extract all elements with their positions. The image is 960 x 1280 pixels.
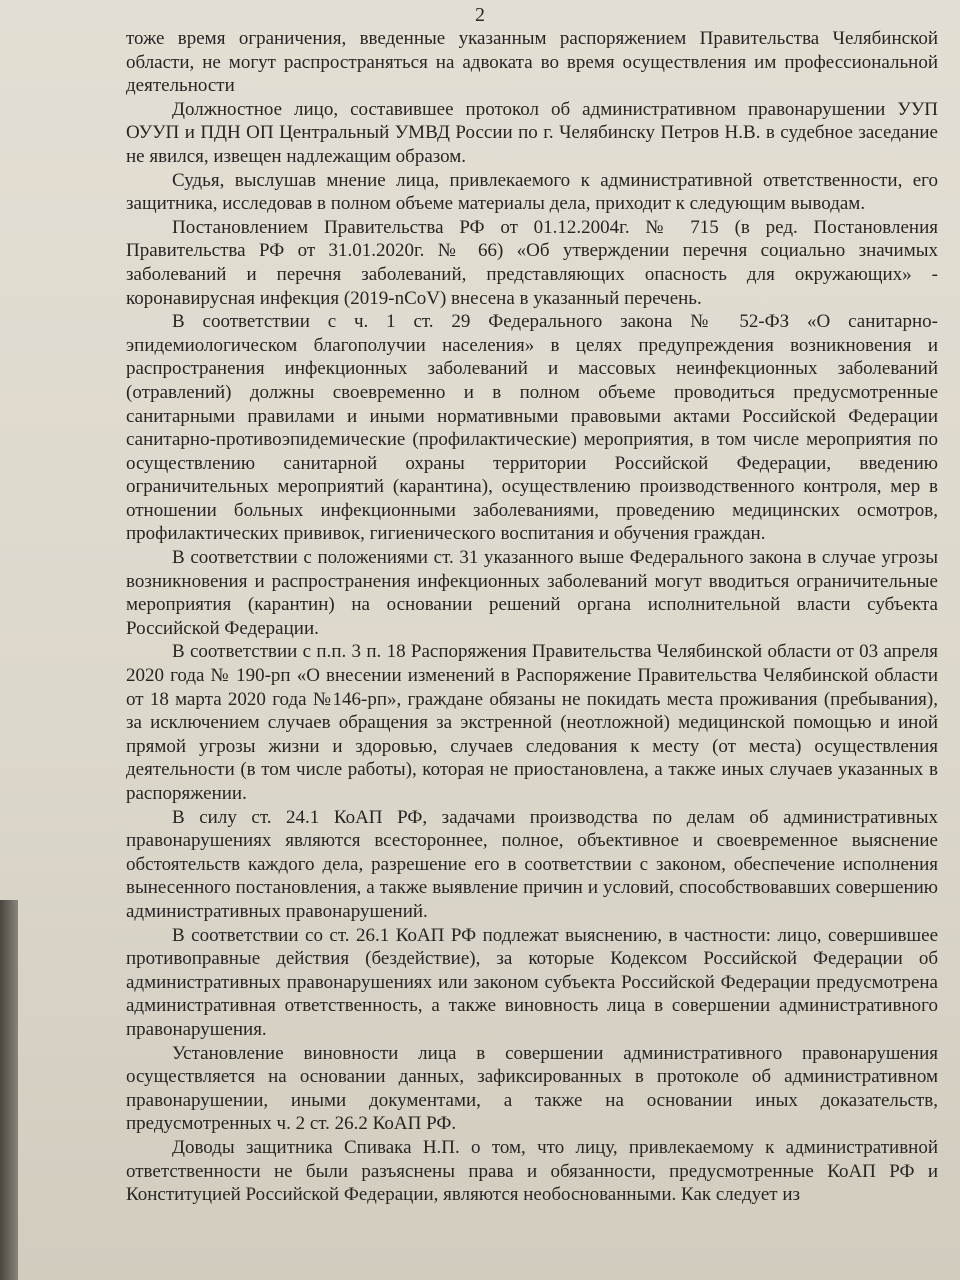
- paragraph-regional-order: В соответствии с п.п. 3 п. 18 Распоряжения Правительства Челябинской области от 03 апреля 2020 года № 190-рп «О внесении изменений в Распоряжение Правительства Челябинской области от 18 марта 2020 года №146-рп», граждане обязаны не покидать места проживания (пребывания), за исключением случаев обращения за экстренной (неотложной) медицинской помощью и иной прямой угрозы жизни и здоровью, случаев следования к месту (от места) осуществления деятельности (в том числе работы), которая не приостановлена, а также иных случаев указанных в распоряжении.: [126, 641, 938, 804]
- paragraph-continuation: тоже время ограничения, введенные указанным распоряжением Правительства Челябинской области, не могут распространяться на адвоката во время осуществления им профессиональной деятельности: [126, 28, 938, 97]
- paragraph-government-decree: Постановлением Правительства РФ от 01.12.2004г. № 715 (в ред. Постановления Правительства РФ от 31.01.2020г. № 66) «Об утверждении перечня социально значимых заболеваний и перечня заболеваний, представляющих опасность для окружающих» - коронавирусная инфекция (2019-nCoV) внесена в указанный перечень.: [126, 216, 938, 309]
- document-body: [126, 27, 938, 1207]
- paragraph-defender-arguments: Доводы защитника Спивака Н.П. о том, что лицу, привлекаемому к административной ответственности не были разъяснены права и обязанности, предусмотренные КоАП РФ и Конституцией Российской Федерации, являются необоснованными. Как следует из: [126, 1136, 938, 1206]
- page-edge-shadow: [0, 900, 18, 1280]
- paragraph-federal-law-31: В соответствии с положениями ст. 31 указанного выше Федерального закона в случае угрозы возникновения и распространения инфекционных заболеваний могут вводиться ограничительные мероприятия (карантин) на основании решений органа исполнительной власти субъекта Российской Федерации.: [126, 547, 938, 639]
- paragraph-koap-26-1: В соответствии со ст. 26.1 КоАП РФ подлежат выяснению, в частности: лицо, совершившее противоправные действия (бездействие), за которые Кодексом Российской Федерации об административных правонарушениях или законом субъекта Российской Федерации предусмотрена административная ответственность, а также виновность лица в совершении административного правонарушения.: [126, 924, 938, 1040]
- paragraph-guilt-establishment: Установление виновности лица в совершении административного правонарушения осуществляется на основании данных, зафиксированных в протоколе об административном правонарушении, иными документами, а также на основании иных доказательств, предусмотренных ч. 2 ст. 26.2 КоАП РФ.: [126, 1042, 938, 1135]
- page-number: 2: [475, 4, 485, 26]
- paragraph-official-absent: Должностное лицо, составившее протокол об административном правонарушении УУП ОУУП и ПДН ОП Центральный УМВД России по г. Челябинску Петров Н.В. в судебное заседание не явился, извещен надлежащим образом.: [126, 98, 938, 167]
- paragraph-judge-conclusion: Судья, выслушав мнение лица, привлекаемого к административной ответственности, его защитника, исследовав в полном объеме материалы дела, приходит к следующим выводам.: [126, 169, 938, 215]
- paragraph-federal-law-29: В соответствии с ч. 1 ст. 29 Федерального закона № 52-ФЗ «О санитарно-эпидемиологическом благополучии населения» в целях предупреждения возникновения и распространения инфекционных заболеваний и массовых неинфекционных заболеваний (отравлений) должны своевременно и в полном объеме проводиться предусмотренные санитарными правилами и иными нормативными правовыми актами Российской Федерации санитарно-противоэпидемические (профилактические) мероприятия, в том числе мероприятия по осуществлению санитарной охраны территории Российской Федерации, введению ограничительных мероприятий (карантина), осуществлению производственного контроля, мер в отношении больных инфекционными заболеваниями, проведению медицинских осмотров, профилактических прививок, гигиенического воспитания и обучения граждан.: [126, 311, 938, 545]
- paragraph-koap-24-1: В силу ст. 24.1 КоАП РФ, задачами производства по делам об административных правонарушениях являются всестороннее, полное, объективное и своевременное выяснение обстоятельств каждого дела, разрешение его в соответствии с законом, обеспечение исполнения вынесенного постановления, а также выявление причин и условий, способствовавших совершению административных правонарушений.: [126, 806, 938, 922]
